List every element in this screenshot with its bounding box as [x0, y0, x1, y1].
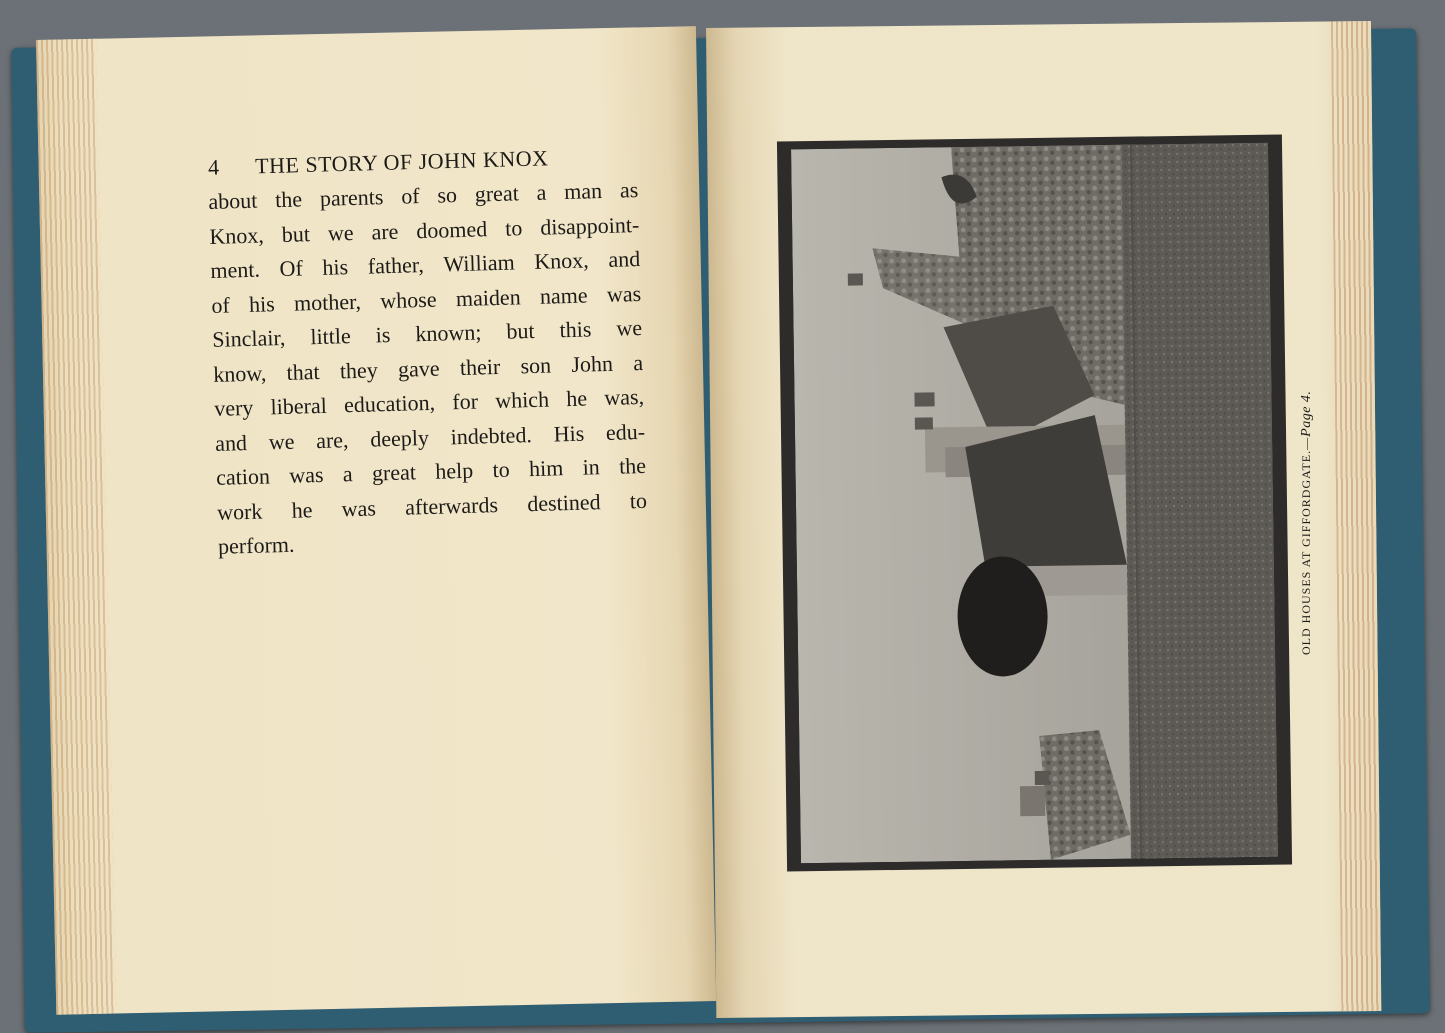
- word: John: [571, 350, 614, 377]
- word: know,: [212, 359, 267, 387]
- word: work: [216, 498, 263, 525]
- word: liberal: [270, 392, 328, 420]
- word: gave: [397, 355, 440, 382]
- word: father,: [367, 252, 425, 279]
- word: great: [371, 459, 417, 486]
- word: they: [339, 356, 379, 383]
- word: deeply: [369, 424, 430, 452]
- word: we: [616, 314, 643, 341]
- word: education,: [343, 389, 436, 418]
- photo-plate: [777, 135, 1292, 872]
- word: his: [322, 254, 349, 280]
- word: perform.: [217, 531, 295, 559]
- word: as: [619, 176, 639, 203]
- word: very: [213, 394, 254, 421]
- word: in: [582, 454, 601, 480]
- word: Sinclair,: [211, 324, 286, 352]
- word: help: [434, 457, 474, 484]
- word: Knox,: [209, 221, 265, 249]
- word: ment.: [210, 256, 261, 283]
- word: that: [286, 358, 320, 385]
- word: was: [341, 494, 377, 521]
- book-title: THE STORY OF JOHN KNOX: [254, 145, 549, 179]
- word: and: [608, 245, 641, 272]
- word: their: [459, 353, 501, 380]
- word: we: [327, 219, 354, 246]
- word: this: [559, 316, 592, 343]
- word: indebted.: [450, 421, 533, 449]
- word: are: [371, 218, 399, 244]
- word: but: [281, 220, 311, 247]
- word: but: [506, 317, 535, 344]
- word: man: [563, 178, 603, 205]
- word: doomed: [415, 215, 488, 243]
- word: maiden: [455, 283, 521, 311]
- word: the: [274, 186, 303, 213]
- word: we: [268, 428, 295, 454]
- word: son: [520, 351, 552, 378]
- word: mother,: [293, 288, 362, 316]
- word: a: [536, 179, 547, 205]
- word: Of: [279, 255, 304, 282]
- word: his: [248, 290, 276, 317]
- giffordgate-houses-photo: [791, 143, 1278, 864]
- word: disappoint-: [539, 211, 640, 240]
- word: and: [214, 429, 248, 456]
- word: a: [342, 461, 353, 487]
- word: cation: [215, 463, 271, 490]
- word: parents: [319, 184, 384, 211]
- word: edu-: [605, 418, 646, 445]
- word: William: [443, 249, 515, 277]
- word: of: [211, 291, 231, 318]
- word: afterwards: [404, 491, 499, 520]
- caption-title: OLD HOUSES AT GIFFORDGATE.—: [1299, 436, 1313, 655]
- word: to: [629, 487, 648, 513]
- plate-caption: [1299, 391, 1315, 655]
- word: to: [504, 214, 523, 241]
- word: His: [553, 420, 585, 446]
- word: are,: [315, 426, 349, 453]
- word: he: [565, 385, 588, 412]
- word: whose: [379, 286, 437, 313]
- page-number: 4: [207, 154, 220, 180]
- word: about: [208, 187, 258, 214]
- word: Knox,: [533, 247, 590, 274]
- word: little: [310, 323, 352, 350]
- word: of: [400, 183, 420, 209]
- word: was: [288, 461, 324, 488]
- body-text: [208, 173, 648, 564]
- word: is: [375, 321, 391, 348]
- word: for: [451, 388, 479, 415]
- caption-page-ref: Page 4.: [1299, 390, 1314, 437]
- word: which: [494, 386, 550, 414]
- word: was: [606, 280, 642, 307]
- word: to: [492, 456, 511, 483]
- word: he: [291, 496, 313, 523]
- word: was,: [603, 383, 645, 411]
- word: great: [474, 180, 520, 207]
- word: destined: [526, 488, 601, 516]
- word: known;: [415, 319, 482, 347]
- word: name: [539, 281, 588, 309]
- word: a: [632, 349, 644, 375]
- word: so: [437, 182, 458, 208]
- word: him: [528, 455, 564, 482]
- word: the: [618, 452, 647, 479]
